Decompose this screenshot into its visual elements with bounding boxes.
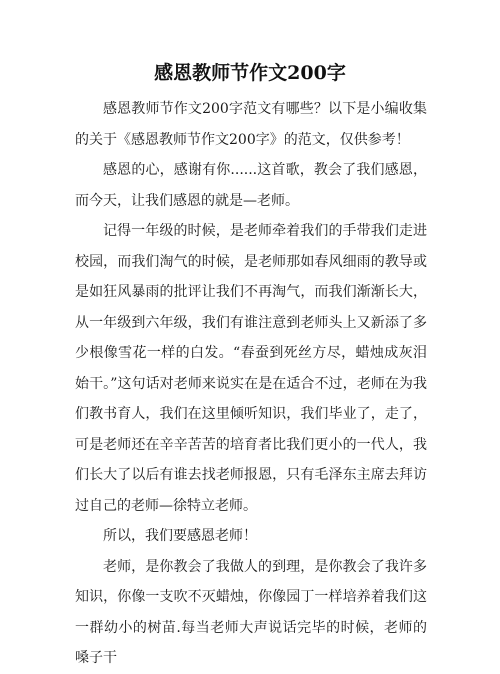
paragraph-intro: 感恩教师节作文200字范文有哪些？以下是小编收集的关于《感恩教师节作文200字》的范文，仅供参考！ [75, 101, 427, 148]
paragraph-teacher: 老师，是你教会了我做人的到理，是你教会了我许多知识，你像一支吹不灭蜡烛，你像园丁一样培养着我们这一群幼小的树苗.每当老师大声说话完毕的时候，老师的嗓子干 [75, 558, 427, 666]
paragraph-memories: 记得一年级的时候，是老师牵着我们的手带我们走进校园，而我们淘气的时候，是老师那如春风细雨的教导或是如狂风暴雨的批评让我们不再淘气，而我们渐渐长大，从一年级到六年级，我们有谁注意到老师头上又新添了多少根像雪花一样的白发。“春蚕到死丝方尽，蜡烛成灰泪始干。”这句话对老师来说实在是在适合不过，老师在为我们教书育人，我们在这里倾听知识，我们毕业了，走了，可是老师还在辛辛苦苦的培育者比我们更小的一代人，我们长大了以后有谁去找老师报恩，只有毛泽东主席去拜访过自己的老师—徐特立老师。 [75, 223, 427, 514]
document-title: 感恩教师节作文200字 [154, 62, 346, 84]
paragraph-conclusion: 所以，我们要感恩老师！ [103, 528, 257, 544]
document-body [75, 94, 427, 674]
paragraph-grateful-heart: 感恩的心，感谢有你......这首歌，教会了我们感恩，而今天，让我们感恩的就是—老师。 [75, 162, 427, 209]
